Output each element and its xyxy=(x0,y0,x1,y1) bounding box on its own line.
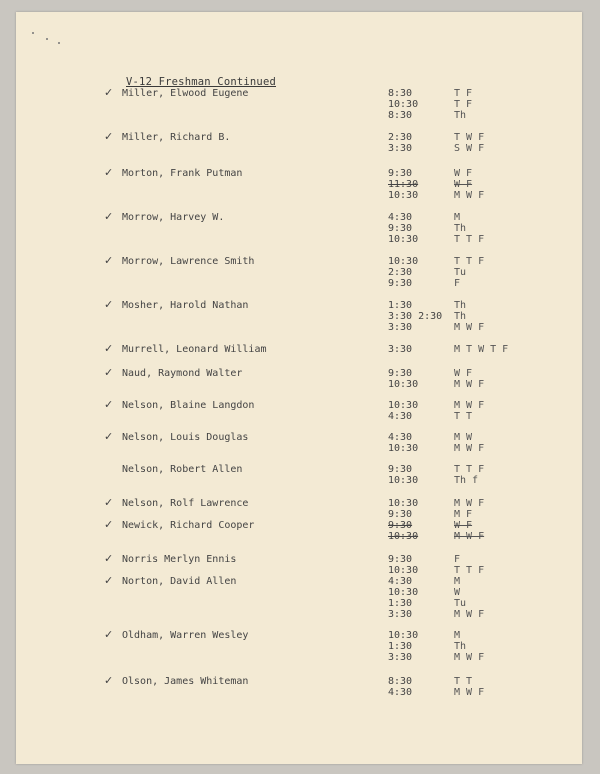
class-time: 4:30 xyxy=(388,411,413,422)
class-day: M F xyxy=(454,509,473,520)
class-time: 1:30 xyxy=(388,598,413,609)
class-day: Th xyxy=(454,223,467,234)
class-day: M W F xyxy=(454,531,485,542)
class-day: W F xyxy=(454,520,473,531)
student-name: Morrow, Lawrence Smith xyxy=(122,256,255,267)
class-day: T F xyxy=(454,99,473,110)
page-heading: V-12 Freshman Continued xyxy=(126,76,276,88)
class-day: Th xyxy=(454,641,467,652)
class-day: M T W T F xyxy=(454,344,509,355)
checkmark-icon: ✓ xyxy=(104,254,114,267)
checkmark-icon: ✓ xyxy=(104,398,114,411)
class-times xyxy=(388,212,418,245)
class-day: M W xyxy=(454,432,473,443)
class-time: 10:30 xyxy=(388,443,419,454)
class-day: M W F xyxy=(454,687,485,698)
class-time: 8:30 xyxy=(388,676,413,687)
class-time: 10:30 xyxy=(388,498,419,509)
class-time: 8:30 xyxy=(388,110,413,121)
student-name: Nelson, Rolf Lawrence xyxy=(122,498,249,509)
class-times xyxy=(388,168,418,201)
class-time: 10:30 xyxy=(388,475,419,486)
checkmark-icon: ✓ xyxy=(104,166,114,179)
document-page xyxy=(16,12,582,764)
class-time: 4:30 xyxy=(388,212,413,223)
class-times xyxy=(388,432,418,454)
checkmark-icon: ✓ xyxy=(104,628,114,641)
class-time: 9:30 xyxy=(388,368,413,379)
class-days xyxy=(454,168,484,201)
class-time: 3:30 xyxy=(388,143,413,154)
class-days xyxy=(454,464,484,486)
class-day: M W F xyxy=(454,400,485,411)
class-time: 4:30 xyxy=(388,576,413,587)
student-name: Norris Merlyn Ennis xyxy=(122,554,237,565)
class-times xyxy=(388,554,418,576)
class-days xyxy=(454,554,484,576)
class-day: Th f xyxy=(454,475,479,486)
class-time: 9:30 xyxy=(388,168,413,179)
class-times xyxy=(388,676,412,698)
class-day: M W F xyxy=(454,652,485,663)
class-day: Th xyxy=(454,110,467,121)
class-days xyxy=(454,132,484,154)
class-day: S W F xyxy=(454,143,485,154)
class-days xyxy=(454,630,484,663)
class-times xyxy=(388,256,418,289)
class-time: 11:30 xyxy=(388,179,419,190)
class-time: 3:30 2:30 xyxy=(388,311,443,322)
class-time: 9:30 xyxy=(388,464,413,475)
class-times xyxy=(388,88,418,121)
class-day: Th xyxy=(454,300,467,311)
class-time: 10:30 xyxy=(388,565,419,576)
checkmark-icon: ✓ xyxy=(104,574,114,587)
student-name: Morton, Frank Putman xyxy=(122,168,243,179)
class-time: 10:30 xyxy=(388,190,419,201)
class-day: T T xyxy=(454,411,473,422)
class-day: F xyxy=(454,554,461,565)
class-time: 10:30 xyxy=(388,400,419,411)
class-days xyxy=(454,256,484,289)
class-day: T T xyxy=(454,676,473,687)
class-day: W F xyxy=(454,168,473,179)
checkmark-icon: ✓ xyxy=(104,130,114,143)
checkmark-icon: ✓ xyxy=(104,674,114,687)
student-name: Miller, Richard B. xyxy=(122,132,231,143)
class-day: M xyxy=(454,630,461,641)
class-days xyxy=(454,400,484,422)
checkmark-icon: ✓ xyxy=(104,86,114,99)
checkmark-icon: ✓ xyxy=(104,342,114,355)
class-day: W F xyxy=(454,368,473,379)
class-day: M W F xyxy=(454,498,485,509)
student-name: Nelson, Blaine Langdon xyxy=(122,400,255,411)
class-time: 10:30 xyxy=(388,99,419,110)
class-day: M W F xyxy=(454,379,485,390)
class-time: 10:30 xyxy=(388,256,419,267)
class-day: W xyxy=(454,587,461,598)
class-time: 9:30 xyxy=(388,520,413,531)
class-day: F xyxy=(454,278,461,289)
class-times xyxy=(388,400,418,422)
class-time: 3:30 xyxy=(388,344,413,355)
checkmark-icon: ✓ xyxy=(104,552,114,565)
class-day: T T F xyxy=(454,234,485,245)
class-times xyxy=(388,520,418,542)
class-days xyxy=(454,520,484,542)
class-times xyxy=(388,300,442,333)
class-day: T T F xyxy=(454,256,485,267)
class-times xyxy=(388,344,412,355)
class-time: 9:30 xyxy=(388,554,413,565)
student-name: Murrell, Leonard William xyxy=(122,344,267,355)
checkmark-icon: ✓ xyxy=(104,518,114,531)
class-days xyxy=(454,300,484,333)
checkmark-icon: ✓ xyxy=(104,366,114,379)
student-name: Newick, Richard Cooper xyxy=(122,520,255,531)
class-time: 10:30 xyxy=(388,630,419,641)
class-times xyxy=(388,368,418,390)
class-time: 9:30 xyxy=(388,223,413,234)
class-day: W F xyxy=(454,179,473,190)
checkmark-icon: ✓ xyxy=(104,210,114,223)
class-time: 10:30 xyxy=(388,587,419,598)
student-name: Olson, James Whiteman xyxy=(122,676,249,687)
class-day: T F xyxy=(454,88,473,99)
class-time: 1:30 xyxy=(388,641,413,652)
class-time: 9:30 xyxy=(388,278,413,289)
checkmark-icon: ✓ xyxy=(104,496,114,509)
student-name: Norton, David Allen xyxy=(122,576,237,587)
class-time: 9:30 xyxy=(388,509,413,520)
class-time: 3:30 xyxy=(388,652,413,663)
class-days xyxy=(454,498,484,520)
checkmark-icon: ✓ xyxy=(104,298,114,311)
checkmark-icon: ✓ xyxy=(104,430,114,443)
class-day: M W F xyxy=(454,190,485,201)
class-time: 4:30 xyxy=(388,687,413,698)
class-days xyxy=(454,576,484,620)
student-name: Nelson, Robert Allen xyxy=(122,464,243,475)
student-name: Miller, Elwood Eugene xyxy=(122,88,249,99)
student-name: Nelson, Louis Douglas xyxy=(122,432,249,443)
class-days xyxy=(454,344,508,355)
class-times xyxy=(388,576,418,620)
class-days xyxy=(454,676,484,698)
class-day: M xyxy=(454,576,461,587)
class-time: 1:30 xyxy=(388,300,413,311)
student-name: Oldham, Warren Wesley xyxy=(122,630,249,641)
student-name: Naud, Raymond Walter xyxy=(122,368,243,379)
class-times xyxy=(388,498,418,520)
class-times xyxy=(388,132,412,154)
class-day: Tu xyxy=(454,267,467,278)
class-day: T T F xyxy=(454,565,485,576)
class-time: 4:30 xyxy=(388,432,413,443)
class-days xyxy=(454,212,484,245)
class-time: 10:30 xyxy=(388,234,419,245)
class-day: Tu xyxy=(454,598,467,609)
class-day: M W F xyxy=(454,609,485,620)
student-name: Morrow, Harvey W. xyxy=(122,212,225,223)
class-time: 2:30 xyxy=(388,267,413,278)
class-time: 8:30 xyxy=(388,88,413,99)
class-time: 10:30 xyxy=(388,379,419,390)
class-day: M W F xyxy=(454,322,485,333)
class-days xyxy=(454,88,472,121)
class-day: T W F xyxy=(454,132,485,143)
class-days xyxy=(454,432,484,454)
class-day: T T F xyxy=(454,464,485,475)
student-name: Mosher, Harold Nathan xyxy=(122,300,249,311)
class-time: 2:30 xyxy=(388,132,413,143)
class-day: Th xyxy=(454,311,467,322)
class-day: M W F xyxy=(454,443,485,454)
class-days xyxy=(454,368,484,390)
class-time: 10:30 xyxy=(388,531,419,542)
class-times xyxy=(388,630,418,663)
class-time: 3:30 xyxy=(388,322,413,333)
class-time: 3:30 xyxy=(388,609,413,620)
class-day: M xyxy=(454,212,461,223)
class-times xyxy=(388,464,418,486)
